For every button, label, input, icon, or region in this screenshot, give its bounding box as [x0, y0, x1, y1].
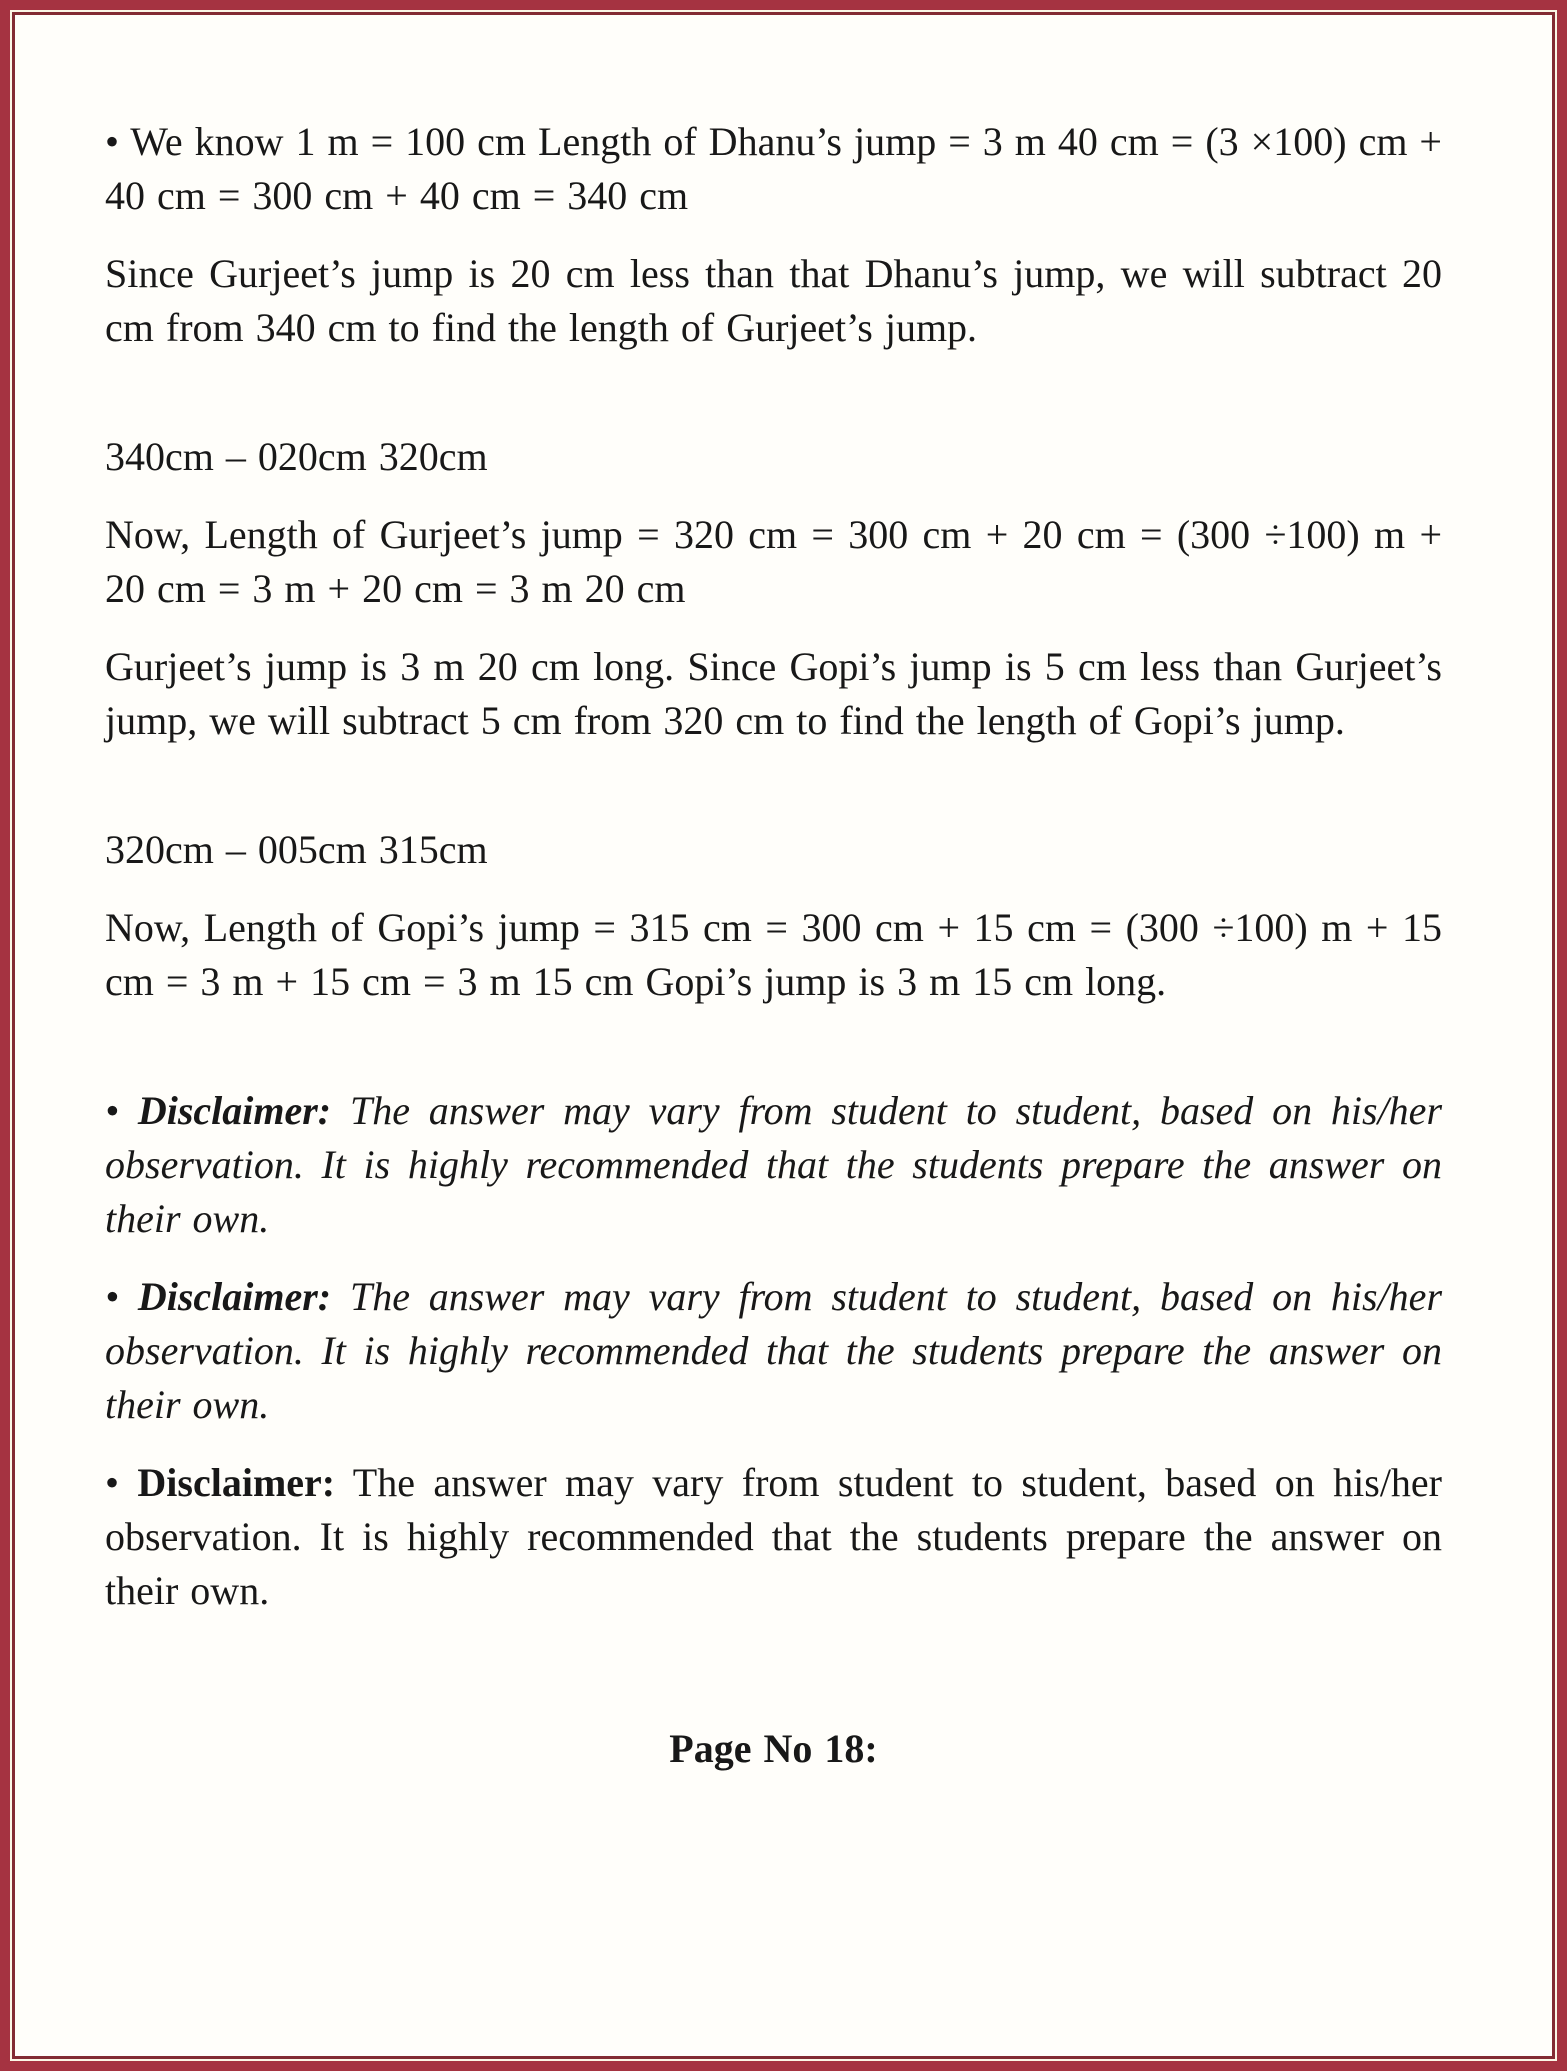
bullet-icon: •	[105, 1274, 120, 1319]
page-inner-frame	[12, 12, 1555, 2059]
bullet-icon: •	[105, 1088, 120, 1133]
calculation-gopi: 320cm – 005cm 315cm	[105, 827, 488, 872]
disclaimer-paragraph-2	[105, 1270, 1442, 1432]
page-number-label: Page No 18:	[669, 1726, 878, 1771]
disclaimer-text: The answer may vary from student to student, based on his/her observation. It is highly recommended that the students prepare the answer on their own.	[105, 1088, 1443, 1241]
paragraph-gopi-subtract: Gurjeet’s jump is 3 m 20 cm long. Since Gopi’s jump is 5 cm less than Gurjeet’s jump, we will subtract 5 cm from 320 cm to find the length of Gopi’s jump.	[105, 644, 1442, 743]
disclaimer-paragraph-3	[105, 1456, 1442, 1618]
disclaimer-label: Disclaimer:	[137, 1088, 332, 1133]
disclaimer-label: Disclaimer:	[137, 1460, 336, 1505]
disclaimer-text: The answer may vary from student to student, based on his/her observation. It is highly recommended that the students prepare the answer on their own.	[105, 1274, 1443, 1427]
disclaimer-label: Disclaimer:	[137, 1274, 332, 1319]
paragraph-dhanu-jump	[105, 115, 1442, 223]
calculation-gurjeet: 340cm – 020cm 320cm	[105, 434, 488, 479]
disclaimer-text: The answer may vary from student to student, based on his/her observation. It is highly recommended that the students prepare the answer on their own.	[105, 1460, 1442, 1613]
bullet-icon: •	[105, 1460, 120, 1505]
paragraph-gopi-length: Now, Length of Gopi’s jump = 315 cm = 300 cm + 15 cm = (300 ÷100) m + 15 cm = 3 m + 15 cm = 3 m 15 cm Gopi’s jump is 3 m 15 cm long.	[105, 905, 1442, 1004]
paragraph-gurjeet-length: Now, Length of Gurjeet’s jump = 320 cm = 300 cm + 20 cm = (300 ÷100) m + 20 cm = 3 m + 20 cm = 3 m 20 cm	[105, 512, 1442, 611]
page-footer	[105, 1722, 1442, 1776]
disclaimer-paragraph-1	[105, 1084, 1442, 1246]
solution-content	[15, 15, 1552, 1776]
bullet-icon: •	[105, 119, 120, 164]
paragraph-text: We know 1 m = 100 cm Length of Dhanu’s jump = 3 m 40 cm = (3 ×100) cm + 40 cm = 300 cm + 40 cm = 340 cm	[105, 119, 1442, 218]
paragraph-gurjeet-subtract: Since Gurjeet’s jump is 20 cm less than that Dhanu’s jump, we will subtract 20 cm from 340 cm to find the length of Gurjeet’s jump.	[105, 251, 1442, 350]
